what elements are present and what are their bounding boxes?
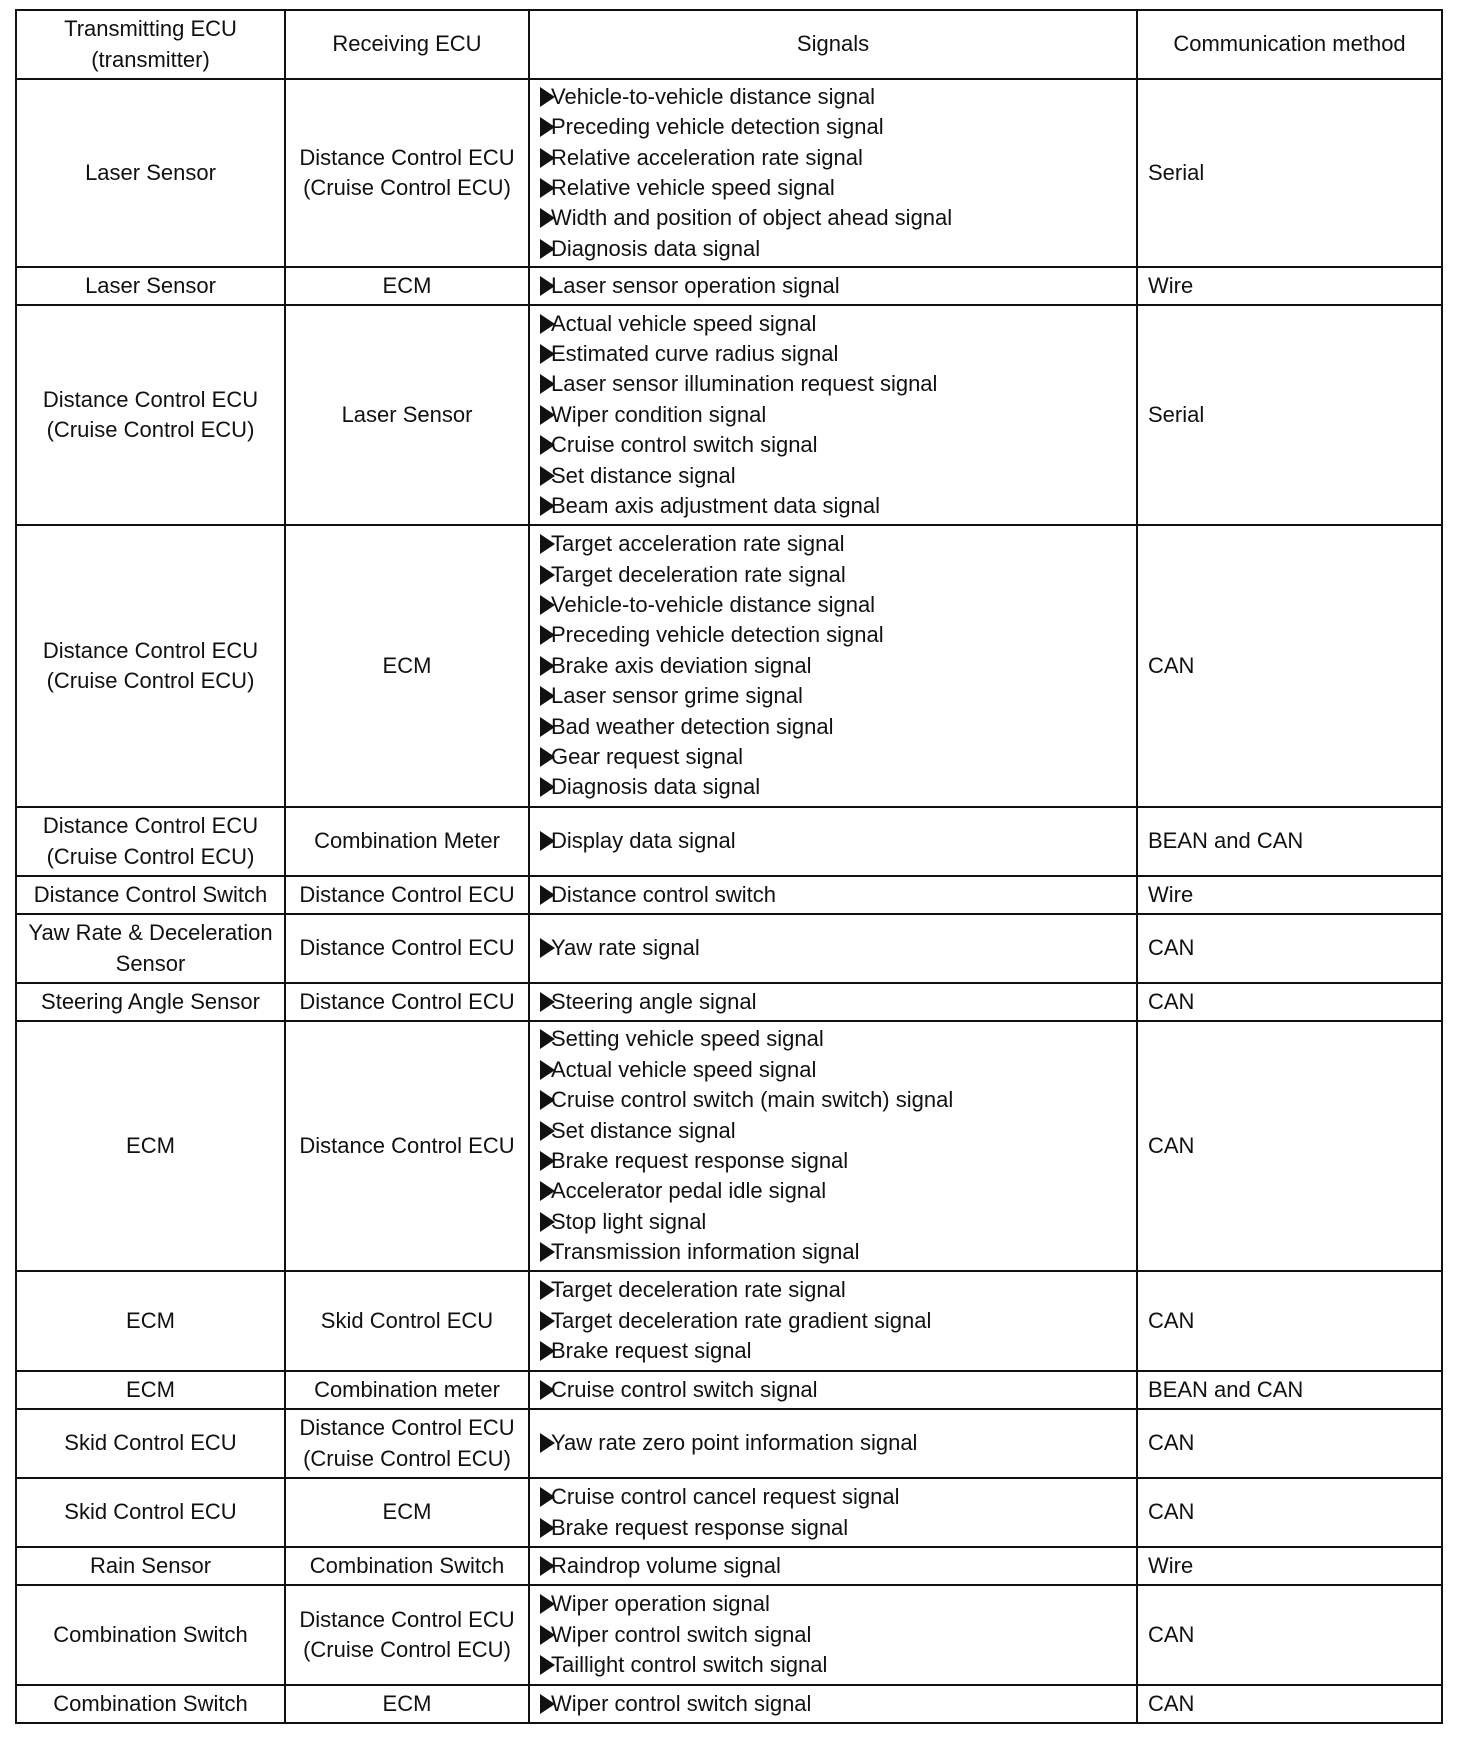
signal-item: [540, 933, 1128, 963]
communication-method-cell: BEAN and CAN: [1137, 807, 1442, 876]
signal-text: Distance control switch: [551, 881, 776, 907]
table-row: [16, 914, 1442, 983]
transmitter-cell: [16, 1021, 285, 1271]
table-row: [16, 1685, 1442, 1723]
signal-text: Cruise control switch signal: [551, 1376, 818, 1402]
signal-item: [540, 1428, 1128, 1458]
signal-text: Vehicle-to-vehicle distance signal: [551, 83, 876, 109]
receiver-text: Distance Control ECU: [299, 881, 515, 907]
signal-text: Steering angle signal: [551, 988, 757, 1014]
signals-cell: [529, 267, 1137, 305]
signal-item: [540, 1336, 1128, 1366]
signal-text: Raindrop volume signal: [551, 1552, 781, 1578]
transmitter-text: Yaw Rate & Deceleration: [28, 920, 273, 946]
signals-cell: [529, 525, 1137, 807]
communication-method-cell: CAN: [1137, 1271, 1442, 1371]
signal-item: [540, 1551, 1128, 1581]
signal-text: Cruise control cancel request signal: [551, 1484, 900, 1510]
signal-item: [540, 1146, 1128, 1176]
transmitter-text: Laser Sensor: [85, 159, 216, 185]
table-row: [16, 267, 1442, 305]
signal-text: Cruise control switch (main switch) signal: [551, 1087, 954, 1113]
receiver-text: ECM: [382, 1690, 432, 1716]
receiver-cell: [285, 525, 529, 807]
signal-item: [540, 1689, 1128, 1719]
communication-method-cell: CAN: [1137, 914, 1442, 983]
signal-item: [540, 491, 1128, 521]
signal-text: Set distance signal: [551, 462, 736, 488]
signal-item: [540, 1589, 1128, 1619]
signal-item: [540, 1275, 1128, 1305]
ecu-communication-table: [15, 9, 1443, 1724]
receiver-cell: [285, 79, 529, 267]
receiver-cell: [285, 1271, 529, 1371]
signal-item: [540, 369, 1128, 399]
transmitter-cell: [16, 1371, 285, 1409]
signals-cell: [529, 79, 1137, 267]
signals-cell: [529, 1371, 1137, 1409]
signals-cell: [529, 807, 1137, 876]
signal-text: Accelerator pedal idle signal: [551, 1178, 827, 1204]
signal-item: [540, 772, 1128, 802]
transmitter-cell: [16, 1685, 285, 1723]
signal-text: Gear request signal: [551, 744, 743, 770]
receiver-text: Distance Control ECU: [299, 1606, 515, 1632]
receiver-cell: [285, 1685, 529, 1723]
transmitter-cell: [16, 983, 285, 1021]
signal-item: [540, 461, 1128, 491]
signals-cell: [529, 305, 1137, 525]
signal-text: Taillight control switch signal: [551, 1652, 828, 1678]
receiver-cell: [285, 807, 529, 876]
signal-text: Beam axis adjustment data signal: [551, 493, 880, 519]
signal-item: [540, 271, 1128, 301]
signal-item: [540, 339, 1128, 369]
signal-item: [540, 1513, 1128, 1543]
signal-text: Wiper control switch signal: [551, 1690, 812, 1716]
signals-cell: [529, 1585, 1137, 1685]
receiver-text: Skid Control ECU: [320, 1307, 494, 1333]
communication-method-cell: CAN: [1137, 525, 1442, 807]
signals-cell: [529, 914, 1137, 983]
communication-method-cell: CAN: [1137, 1478, 1442, 1547]
receiver-cell: [285, 1409, 529, 1478]
receiver-cell: [285, 1547, 529, 1585]
signal-item: [540, 309, 1128, 339]
receiver-text: Combination Switch: [309, 1552, 505, 1578]
signals-cell: [529, 876, 1137, 914]
communication-method-cell: Serial: [1137, 79, 1442, 267]
signal-text: Laser sensor grime signal: [551, 683, 803, 709]
transmitter-text: Combination Switch: [53, 1690, 248, 1716]
signal-item: [540, 203, 1128, 233]
transmitter-text: Combination Switch: [53, 1621, 248, 1647]
receiver-text: Laser Sensor: [341, 401, 473, 427]
transmitter-text: Skid Control ECU: [64, 1499, 237, 1525]
receiver-text: Distance Control ECU: [299, 935, 515, 961]
transmitter-cell: [16, 525, 285, 807]
signal-text: Cruise control switch signal: [551, 432, 818, 458]
transmitter-cell: [16, 267, 285, 305]
signal-item: [540, 173, 1128, 203]
signal-text: Target deceleration rate gradient signal: [551, 1307, 932, 1333]
receiver-cell: [285, 876, 529, 914]
signals-cell: [529, 1021, 1137, 1271]
signal-text: Yaw rate signal: [551, 935, 700, 961]
table-row: [16, 1585, 1442, 1685]
transmitter-cell: [16, 876, 285, 914]
communication-method-cell: CAN: [1137, 1585, 1442, 1685]
signal-item: [540, 681, 1128, 711]
signal-text: Bad weather detection signal: [551, 713, 834, 739]
signal-text: Transmission information signal: [551, 1239, 860, 1265]
receiver-cell: [285, 914, 529, 983]
transmitter-text: Distance Control Switch: [33, 881, 268, 907]
transmitter-text: Laser Sensor: [85, 272, 216, 298]
table-row: [16, 1271, 1442, 1371]
table-row: [16, 983, 1442, 1021]
signals-cell: [529, 983, 1137, 1021]
signals-cell: [529, 1478, 1137, 1547]
signal-item: [540, 1085, 1128, 1115]
table-body: [16, 79, 1442, 1723]
signal-text: Estimated curve radius signal: [551, 340, 839, 366]
transmitter-cell: [16, 1478, 285, 1547]
header-transmitter: [16, 10, 285, 79]
table-row: [16, 1409, 1442, 1478]
transmitter-text: Distance Control ECU: [42, 386, 259, 412]
signal-text: Brake request response signal: [551, 1514, 849, 1540]
signal-text: Wiper control switch signal: [551, 1621, 812, 1647]
signal-item: [540, 234, 1128, 264]
signal-item: [540, 620, 1128, 650]
signals-cell: [529, 1409, 1137, 1478]
signal-item: [540, 1620, 1128, 1650]
transmitter-text: ECM: [126, 1376, 175, 1402]
signal-text: Laser sensor illumination request signal: [551, 371, 938, 397]
header-transmitter-line-2: (transmitter): [91, 46, 210, 72]
signal-item: [540, 987, 1128, 1017]
signal-item: [540, 430, 1128, 460]
receiver-text: Distance Control ECU: [299, 1132, 515, 1158]
signal-text: Brake request response signal: [551, 1148, 849, 1173]
signal-item: [540, 560, 1128, 590]
communication-method-cell: CAN: [1137, 983, 1442, 1021]
signal-item: [540, 590, 1128, 620]
signal-item: [540, 1482, 1128, 1512]
transmitter-cell: [16, 1547, 285, 1585]
table-row: [16, 79, 1442, 267]
receiver-text: (Cruise Control ECU): [303, 1637, 511, 1662]
signal-text: Wiper condition signal: [551, 401, 767, 427]
transmitter-text: ECM: [126, 1307, 175, 1333]
transmitter-text: Distance Control ECU: [42, 637, 259, 663]
signal-item: [540, 82, 1128, 112]
communication-method-cell: Wire: [1137, 876, 1442, 914]
signal-item: [540, 1207, 1128, 1237]
transmitter-cell: [16, 914, 285, 983]
table-row: [16, 305, 1442, 525]
transmitter-text: Skid Control ECU: [64, 1430, 237, 1456]
receiver-text: (Cruise Control ECU): [303, 175, 511, 200]
signal-text: Actual vehicle speed signal: [551, 1056, 817, 1082]
transmitter-text: Sensor: [115, 950, 186, 976]
transmitter-cell: [16, 1409, 285, 1478]
communication-method-cell: Serial: [1137, 305, 1442, 525]
table-row: [16, 1547, 1442, 1585]
transmitter-text: (Cruise Control ECU): [46, 668, 255, 693]
signal-text: Relative acceleration rate signal: [551, 144, 863, 170]
table-row: [16, 1371, 1442, 1409]
signal-text: Preceding vehicle detection signal: [551, 114, 884, 140]
transmitter-cell: [16, 1585, 285, 1685]
signal-item: [540, 1176, 1128, 1206]
signal-item: [540, 1375, 1128, 1405]
signal-item: [540, 1116, 1128, 1146]
signal-text: Relative vehicle speed signal: [551, 175, 835, 200]
receiver-cell: [285, 1478, 529, 1547]
signal-text: Target deceleration rate signal: [551, 561, 846, 587]
signal-item: [540, 1306, 1128, 1336]
transmitter-cell: [16, 79, 285, 267]
signal-item: [540, 112, 1128, 142]
signal-text: Actual vehicle speed signal: [551, 310, 817, 336]
signal-text: Display data signal: [551, 828, 736, 854]
signal-item: [540, 742, 1128, 772]
signals-cell: [529, 1685, 1137, 1723]
transmitter-cell: [16, 1271, 285, 1371]
table-row: [16, 1021, 1442, 1271]
signal-item: [540, 826, 1128, 856]
signal-text: Setting vehicle speed signal: [551, 1026, 824, 1052]
signal-text: Set distance signal: [551, 1117, 736, 1143]
receiver-cell: [285, 983, 529, 1021]
transmitter-text: Steering Angle Sensor: [41, 988, 260, 1014]
receiver-text: ECM: [382, 652, 432, 678]
header-method: Communication method: [1137, 10, 1442, 79]
signal-item: [540, 1237, 1128, 1267]
receiver-text: ECM: [382, 272, 432, 298]
signal-item: [540, 529, 1128, 559]
signal-item: [540, 1055, 1128, 1085]
signal-text: Brake axis deviation signal: [551, 652, 812, 678]
receiver-text: (Cruise Control ECU): [303, 1445, 511, 1471]
signal-text: Brake request signal: [551, 1338, 752, 1364]
communication-method-cell: CAN: [1137, 1021, 1442, 1271]
signal-text: Target deceleration rate signal: [551, 1277, 846, 1303]
receiver-cell: [285, 1371, 529, 1409]
signal-text: Preceding vehicle detection signal: [551, 622, 884, 648]
signal-text: Target acceleration rate signal: [551, 531, 845, 557]
communication-method-cell: Wire: [1137, 267, 1442, 305]
communication-method-cell: Wire: [1137, 1547, 1442, 1585]
receiver-text: Combination Meter: [314, 828, 500, 854]
header-signals: Signals: [529, 10, 1137, 79]
signal-text: Width and position of object ahead signal: [551, 205, 953, 231]
signal-text: Stop light signal: [551, 1208, 707, 1234]
header-receiver: Receiving ECU: [285, 10, 529, 79]
transmitter-cell: [16, 305, 285, 525]
signal-item: [540, 1650, 1128, 1680]
header-transmitter-line-1: Transmitting ECU: [64, 16, 237, 42]
transmitter-text: (Cruise Control ECU): [46, 417, 255, 442]
signal-text: Diagnosis data signal: [551, 774, 761, 800]
signal-item: [540, 143, 1128, 173]
receiver-text: ECM: [382, 1499, 432, 1525]
transmitter-text: Rain Sensor: [89, 1552, 212, 1578]
table-row: [16, 876, 1442, 914]
table-row: [16, 807, 1442, 876]
transmitter-text: Distance Control ECU: [42, 813, 259, 839]
receiver-cell: [285, 267, 529, 305]
signal-text: Yaw rate zero point information signal: [551, 1430, 918, 1456]
communication-method-cell: CAN: [1137, 1409, 1442, 1478]
transmitter-cell: [16, 807, 285, 876]
signals-cell: [529, 1271, 1137, 1371]
signal-text: Laser sensor operation signal: [551, 272, 840, 298]
receiver-cell: [285, 305, 529, 525]
signal-text: Vehicle-to-vehicle distance signal: [551, 591, 876, 617]
receiver-cell: [285, 1585, 529, 1685]
transmitter-text: ECM: [126, 1132, 175, 1158]
receiver-text: Distance Control ECU: [299, 988, 515, 1014]
signal-item: [540, 880, 1128, 910]
table-row: [16, 525, 1442, 807]
table-row: [16, 1478, 1442, 1547]
receiver-text: Distance Control ECU: [299, 144, 515, 170]
signal-text: Wiper operation signal: [551, 1591, 770, 1617]
receiver-text: Distance Control ECU: [299, 1415, 515, 1441]
signal-item: [540, 712, 1128, 742]
signal-text: Diagnosis data signal: [551, 235, 761, 261]
receiver-text: Combination meter: [314, 1376, 500, 1402]
communication-method-cell: CAN: [1137, 1685, 1442, 1723]
receiver-cell: [285, 1021, 529, 1271]
transmitter-text: (Cruise Control ECU): [46, 843, 255, 869]
signals-cell: [529, 1547, 1137, 1585]
communication-method-cell: BEAN and CAN: [1137, 1371, 1442, 1409]
signal-item: [540, 400, 1128, 430]
table-header-row: [16, 10, 1442, 79]
signal-item: [540, 651, 1128, 681]
signal-item: [540, 1024, 1128, 1054]
